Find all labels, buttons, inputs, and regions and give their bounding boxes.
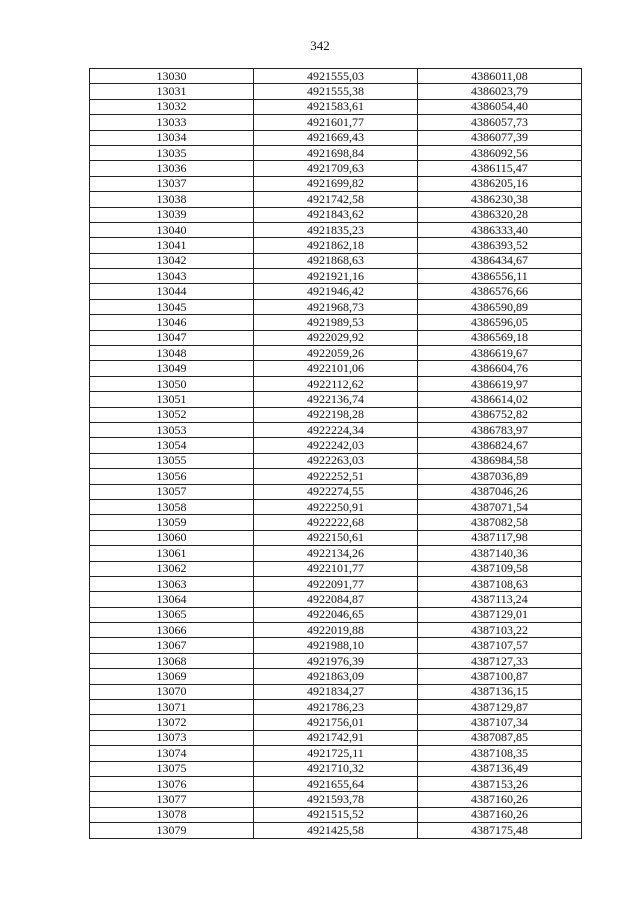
point-number-cell: 13037 (90, 176, 254, 191)
point-number-cell: 13057 (90, 484, 254, 499)
x-coordinate-cell: 4921862,18 (254, 238, 418, 253)
table-row (90, 776, 582, 791)
table-row (90, 269, 582, 284)
x-coordinate-cell: 4921863,09 (254, 669, 418, 684)
table-row (90, 161, 582, 176)
x-coordinate-cell: 4921742,58 (254, 192, 418, 207)
y-coordinate-cell: 4386590,89 (418, 299, 582, 314)
point-number-cell: 13074 (90, 746, 254, 761)
x-coordinate-cell: 4921601,77 (254, 115, 418, 130)
point-number-cell: 13053 (90, 422, 254, 437)
point-number-cell: 13043 (90, 269, 254, 284)
table-row (90, 438, 582, 453)
table-row (90, 638, 582, 653)
point-number-cell: 13069 (90, 669, 254, 684)
x-coordinate-cell: 4921868,63 (254, 253, 418, 268)
point-number-cell: 13036 (90, 161, 254, 176)
x-coordinate-cell: 4921786,23 (254, 700, 418, 715)
y-coordinate-cell: 4386596,05 (418, 315, 582, 330)
x-coordinate-cell: 4921988,10 (254, 638, 418, 653)
table-row (90, 115, 582, 130)
y-coordinate-cell: 4386333,40 (418, 222, 582, 237)
table-row (90, 130, 582, 145)
table-row (90, 361, 582, 376)
table-row (90, 299, 582, 314)
x-coordinate-cell: 4922091,77 (254, 576, 418, 591)
point-number-cell: 13048 (90, 346, 254, 361)
x-coordinate-cell: 4922252,51 (254, 469, 418, 484)
point-number-cell: 13061 (90, 546, 254, 561)
table-row (90, 376, 582, 391)
point-number-cell: 13063 (90, 576, 254, 591)
x-coordinate-cell: 4922134,26 (254, 546, 418, 561)
table-row (90, 592, 582, 607)
y-coordinate-cell: 4386556,11 (418, 269, 582, 284)
x-coordinate-cell: 4922242,03 (254, 438, 418, 453)
table-row (90, 499, 582, 514)
table-row (90, 607, 582, 622)
x-coordinate-cell: 4921946,42 (254, 284, 418, 299)
x-coordinate-cell: 4922101,77 (254, 561, 418, 576)
table-row (90, 700, 582, 715)
point-number-cell: 13049 (90, 361, 254, 376)
y-coordinate-cell: 4386057,73 (418, 115, 582, 130)
table-row (90, 84, 582, 99)
y-coordinate-cell: 4387087,85 (418, 730, 582, 745)
table-row (90, 746, 582, 761)
x-coordinate-cell: 4921843,62 (254, 207, 418, 222)
table-row (90, 715, 582, 730)
x-coordinate-cell: 4921698,84 (254, 145, 418, 160)
y-coordinate-cell: 4387071,54 (418, 499, 582, 514)
table-row (90, 207, 582, 222)
point-number-cell: 13065 (90, 607, 254, 622)
y-coordinate-cell: 4387113,24 (418, 592, 582, 607)
x-coordinate-cell: 4921655,64 (254, 776, 418, 791)
table-row (90, 561, 582, 576)
x-coordinate-cell: 4922274,55 (254, 484, 418, 499)
table-row (90, 730, 582, 745)
point-number-cell: 13045 (90, 299, 254, 314)
y-coordinate-cell: 4386320,28 (418, 207, 582, 222)
y-coordinate-cell: 4387175,48 (418, 823, 582, 838)
table-row (90, 469, 582, 484)
y-coordinate-cell: 4387160,26 (418, 807, 582, 822)
point-number-cell: 13032 (90, 99, 254, 114)
table-row (90, 222, 582, 237)
y-coordinate-cell: 4386434,67 (418, 253, 582, 268)
point-number-cell: 13058 (90, 499, 254, 514)
x-coordinate-cell: 4922263,03 (254, 453, 418, 468)
y-coordinate-cell: 4386115,47 (418, 161, 582, 176)
point-number-cell: 13071 (90, 700, 254, 715)
point-number-cell: 13066 (90, 623, 254, 638)
y-coordinate-cell: 4386092,56 (418, 145, 582, 160)
y-coordinate-cell: 4386077,39 (418, 130, 582, 145)
x-coordinate-cell: 4922198,28 (254, 407, 418, 422)
y-coordinate-cell: 4386576,66 (418, 284, 582, 299)
x-coordinate-cell: 4921976,39 (254, 653, 418, 668)
x-coordinate-cell: 4921709,63 (254, 161, 418, 176)
table-row (90, 546, 582, 561)
x-coordinate-cell: 4921921,16 (254, 269, 418, 284)
x-coordinate-cell: 4922222,68 (254, 515, 418, 530)
table-row (90, 576, 582, 591)
y-coordinate-cell: 4386393,52 (418, 238, 582, 253)
x-coordinate-cell: 4922224,34 (254, 422, 418, 437)
table-row (90, 453, 582, 468)
point-number-cell: 13047 (90, 330, 254, 345)
table-row (90, 407, 582, 422)
y-coordinate-cell: 4386824,67 (418, 438, 582, 453)
y-coordinate-cell: 4387160,26 (418, 792, 582, 807)
x-coordinate-cell: 4922019,88 (254, 623, 418, 638)
coordinates-table (89, 68, 582, 839)
point-number-cell: 13060 (90, 530, 254, 545)
point-number-cell: 13051 (90, 392, 254, 407)
x-coordinate-cell: 4922112,62 (254, 376, 418, 391)
x-coordinate-cell: 4921425,58 (254, 823, 418, 838)
x-coordinate-cell: 4921725,11 (254, 746, 418, 761)
x-coordinate-cell: 4921968,73 (254, 299, 418, 314)
x-coordinate-cell: 4921699,82 (254, 176, 418, 191)
point-number-cell: 13039 (90, 207, 254, 222)
y-coordinate-cell: 4386619,97 (418, 376, 582, 391)
point-number-cell: 13038 (90, 192, 254, 207)
y-coordinate-cell: 4387109,58 (418, 561, 582, 576)
y-coordinate-cell: 4387117,98 (418, 530, 582, 545)
table-row (90, 192, 582, 207)
y-coordinate-cell: 4387127,33 (418, 653, 582, 668)
table-row (90, 330, 582, 345)
table-row (90, 315, 582, 330)
x-coordinate-cell: 4921742,91 (254, 730, 418, 745)
point-number-cell: 13050 (90, 376, 254, 391)
table-row (90, 484, 582, 499)
table-row (90, 807, 582, 822)
y-coordinate-cell: 4387107,57 (418, 638, 582, 653)
y-coordinate-cell: 4387129,01 (418, 607, 582, 622)
x-coordinate-cell: 4922136,74 (254, 392, 418, 407)
table-row (90, 392, 582, 407)
point-number-cell: 13079 (90, 823, 254, 838)
x-coordinate-cell: 4922059,26 (254, 346, 418, 361)
x-coordinate-cell: 4921583,61 (254, 99, 418, 114)
point-number-cell: 13033 (90, 115, 254, 130)
x-coordinate-cell: 4922029,92 (254, 330, 418, 345)
table-row (90, 823, 582, 838)
point-number-cell: 13059 (90, 515, 254, 530)
x-coordinate-cell: 4921515,52 (254, 807, 418, 822)
point-number-cell: 13041 (90, 238, 254, 253)
point-number-cell: 13055 (90, 453, 254, 468)
table-row (90, 253, 582, 268)
x-coordinate-cell: 4921835,23 (254, 222, 418, 237)
y-coordinate-cell: 4387136,15 (418, 684, 582, 699)
y-coordinate-cell: 4386054,40 (418, 99, 582, 114)
y-coordinate-cell: 4387036,89 (418, 469, 582, 484)
table-row (90, 515, 582, 530)
table-row (90, 653, 582, 668)
point-number-cell: 13042 (90, 253, 254, 268)
point-number-cell: 13046 (90, 315, 254, 330)
table-row (90, 238, 582, 253)
table-row (90, 669, 582, 684)
point-number-cell: 13030 (90, 69, 254, 84)
y-coordinate-cell: 4386011,08 (418, 69, 582, 84)
y-coordinate-cell: 4387082,58 (418, 515, 582, 530)
point-number-cell: 13070 (90, 684, 254, 699)
point-number-cell: 13075 (90, 761, 254, 776)
point-number-cell: 13031 (90, 84, 254, 99)
table-row (90, 684, 582, 699)
y-coordinate-cell: 4387100,87 (418, 669, 582, 684)
y-coordinate-cell: 4387107,34 (418, 715, 582, 730)
y-coordinate-cell: 4387153,26 (418, 776, 582, 791)
point-number-cell: 13034 (90, 130, 254, 145)
y-coordinate-cell: 4386230,38 (418, 192, 582, 207)
y-coordinate-cell: 4387129,87 (418, 700, 582, 715)
point-number-cell: 13076 (90, 776, 254, 791)
y-coordinate-cell: 4387136,49 (418, 761, 582, 776)
y-coordinate-cell: 4386752,82 (418, 407, 582, 422)
x-coordinate-cell: 4922101,06 (254, 361, 418, 376)
y-coordinate-cell: 4387108,63 (418, 576, 582, 591)
point-number-cell: 13044 (90, 284, 254, 299)
y-coordinate-cell: 4387108,35 (418, 746, 582, 761)
table-row (90, 623, 582, 638)
point-number-cell: 13068 (90, 653, 254, 668)
page-number: 342 (310, 38, 330, 53)
point-number-cell: 13056 (90, 469, 254, 484)
x-coordinate-cell: 4922084,87 (254, 592, 418, 607)
y-coordinate-cell: 4387140,36 (418, 546, 582, 561)
table-row (90, 176, 582, 191)
point-number-cell: 13054 (90, 438, 254, 453)
table-row (90, 99, 582, 114)
x-coordinate-cell: 4921669,43 (254, 130, 418, 145)
table-row (90, 284, 582, 299)
table-row (90, 346, 582, 361)
y-coordinate-cell: 4386984,58 (418, 453, 582, 468)
table-row (90, 761, 582, 776)
x-coordinate-cell: 4921710,32 (254, 761, 418, 776)
point-number-cell: 13072 (90, 715, 254, 730)
x-coordinate-cell: 4922250,91 (254, 499, 418, 514)
x-coordinate-cell: 4921555,03 (254, 69, 418, 84)
x-coordinate-cell: 4922046,65 (254, 607, 418, 622)
x-coordinate-cell: 4921756,01 (254, 715, 418, 730)
x-coordinate-cell: 4922150,61 (254, 530, 418, 545)
table-row (90, 69, 582, 84)
point-number-cell: 13067 (90, 638, 254, 653)
point-number-cell: 13035 (90, 145, 254, 160)
table-row (90, 530, 582, 545)
x-coordinate-cell: 4921989,53 (254, 315, 418, 330)
y-coordinate-cell: 4386023,79 (418, 84, 582, 99)
y-coordinate-cell: 4386783,97 (418, 422, 582, 437)
y-coordinate-cell: 4386205,16 (418, 176, 582, 191)
x-coordinate-cell: 4921555,38 (254, 84, 418, 99)
table-row (90, 792, 582, 807)
x-coordinate-cell: 4921834,27 (254, 684, 418, 699)
y-coordinate-cell: 4387046,26 (418, 484, 582, 499)
y-coordinate-cell: 4387103,22 (418, 623, 582, 638)
point-number-cell: 13078 (90, 807, 254, 822)
table-row (90, 145, 582, 160)
y-coordinate-cell: 4386569,18 (418, 330, 582, 345)
y-coordinate-cell: 4386619,67 (418, 346, 582, 361)
point-number-cell: 13062 (90, 561, 254, 576)
coordinates-table-body (90, 69, 582, 839)
x-coordinate-cell: 4921593,78 (254, 792, 418, 807)
point-number-cell: 13073 (90, 730, 254, 745)
table-row (90, 422, 582, 437)
point-number-cell: 13077 (90, 792, 254, 807)
y-coordinate-cell: 4386614,02 (418, 392, 582, 407)
point-number-cell: 13064 (90, 592, 254, 607)
point-number-cell: 13052 (90, 407, 254, 422)
y-coordinate-cell: 4386604,76 (418, 361, 582, 376)
point-number-cell: 13040 (90, 222, 254, 237)
